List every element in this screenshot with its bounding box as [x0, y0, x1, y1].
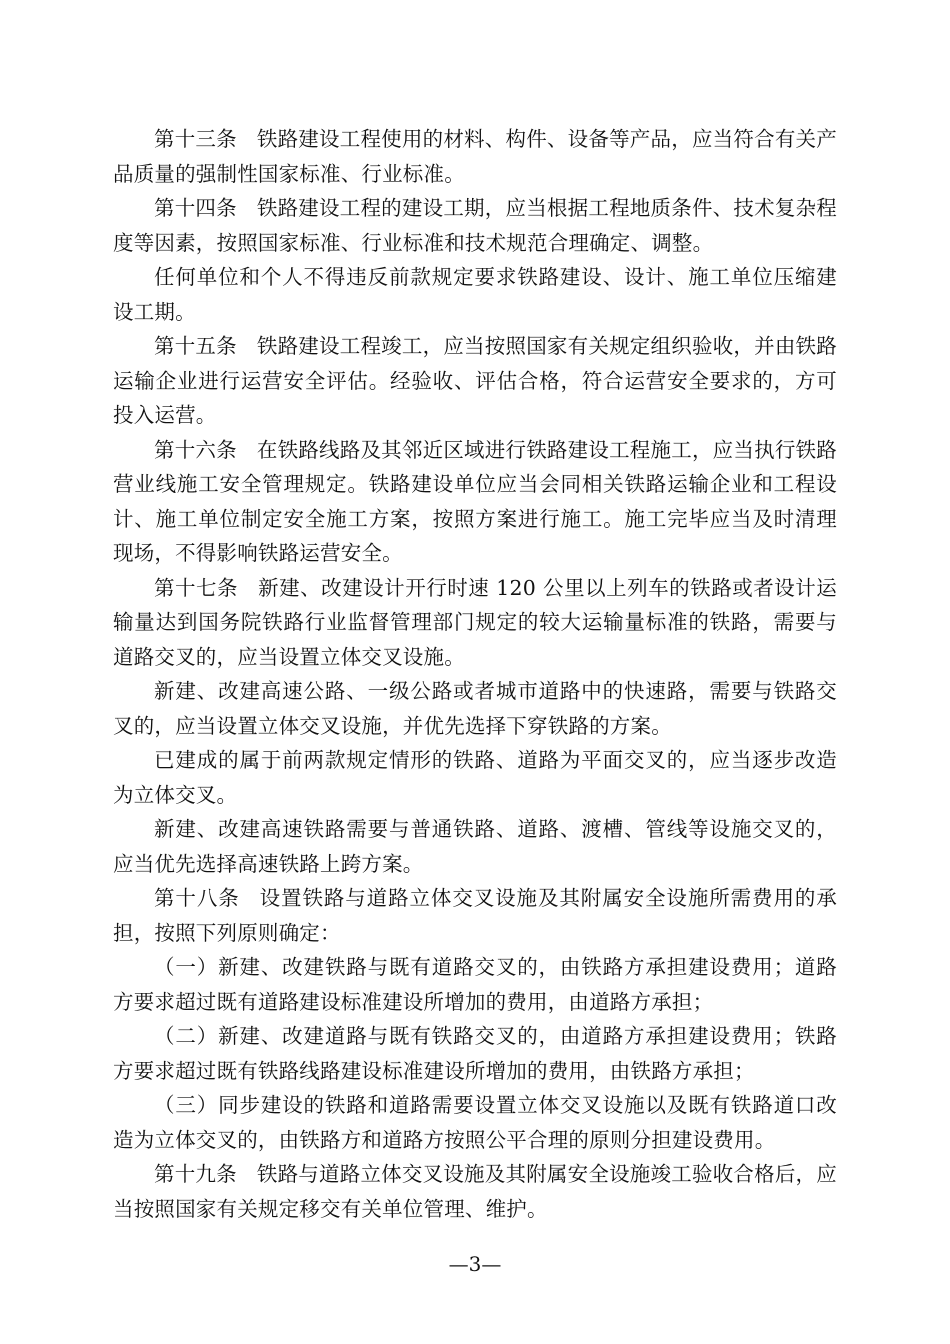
page-number: —3— — [448, 1252, 502, 1276]
paragraph-text: （三）同步建设的铁路和道路需要设置立体交叉设施以及既有铁路道口改造为立体交叉的，由铁路方和道路方按照公平合理的原则分担建设费用。 — [113, 1093, 837, 1152]
paragraph-text: 新建、改建设计开行时速 120 公里以上列车的铁路或者设计运输量达到国务院铁路行业监督管理部门规定的较大运输量标准的铁路，需要与道路交叉的，应当设置立体交叉设施。 — [113, 575, 837, 669]
paragraph — [113, 1088, 837, 1157]
paragraph-text: 新建、改建高速铁路需要与普通铁路、道路、渡槽、管线等设施交叉的，应当优先选择高速铁路上跨方案。 — [113, 817, 837, 876]
paragraph-text: 新建、改建高速公路、一级公路或者城市道路中的快速路，需要与铁路交叉的，应当设置立体交叉设施，并优先选择下穿铁路的方案。 — [113, 679, 837, 738]
paragraph — [113, 1157, 837, 1226]
article-number: 第十三条 — [154, 127, 237, 151]
paragraph — [113, 674, 837, 743]
paragraph-text: 已建成的属于前两款规定情形的铁路、道路为平面交叉的，应当逐步改造为立体交叉。 — [113, 748, 837, 807]
body-text — [113, 122, 837, 1226]
paragraph — [113, 812, 837, 881]
paragraph — [113, 950, 837, 1019]
paragraph — [113, 122, 837, 191]
paragraph-text: 在铁路线路及其邻近区域进行铁路建设工程施工，应当执行铁路营业线施工安全管理规定。铁路建设单位应当会同相关铁路运输企业和工程设计、施工单位制定安全施工方案，按照方案进行施工。施工完毕应当及时清理现场，不得影响铁路运营安全。 — [113, 437, 837, 565]
article-number: 第十六条 — [154, 437, 237, 462]
paragraph-text: （一）新建、改建铁路与既有道路交叉的，由铁路方承担建设费用；道路方要求超过既有道路建设标准建设所增加的费用，由道路方承担； — [113, 955, 837, 1014]
paragraph — [113, 260, 837, 329]
paragraph-text: 任何单位和个人不得违反前款规定要求铁路建设、设计、施工单位压缩建设工期。 — [113, 265, 837, 324]
article-number: 第十五条 — [154, 334, 237, 358]
paragraph-text: 铁路与道路立体交叉设施及其附属安全设施竣工验收合格后，应当按照国家有关规定移交有关单位管理、维护。 — [113, 1162, 837, 1221]
paragraph-text: 设置铁路与道路立体交叉设施及其附属安全设施所需费用的承担，按照下列原则确定： — [113, 886, 837, 945]
paragraph-text: 铁路建设工程竣工，应当按照国家有关规定组织验收，并由铁路运输企业进行运营安全评估。经验收、评估合格，符合运营安全要求的，方可投入运营。 — [113, 334, 837, 427]
paragraph — [113, 1019, 837, 1088]
paragraph — [113, 743, 837, 812]
paragraph — [113, 191, 837, 260]
paragraph — [113, 571, 837, 675]
paragraph — [113, 433, 837, 571]
paragraph-text: 铁路建设工程使用的材料、构件、设备等产品，应当符合有关产品质量的强制性国家标准、行业标准。 — [113, 127, 837, 186]
paragraph — [113, 881, 837, 950]
article-number: 第十四条 — [154, 196, 237, 220]
article-number: 第十八条 — [154, 886, 240, 910]
article-number: 第十七条 — [154, 575, 239, 600]
paragraph-text: （二）新建、改建道路与既有铁路交叉的，由道路方承担建设费用；铁路方要求超过既有铁路线路建设标准建设所增加的费用，由铁路方承担； — [113, 1024, 837, 1083]
paragraph-text: 铁路建设工程的建设工期，应当根据工程地质条件、技术复杂程度等因素，按照国家标准、行业标准和技术规范合理确定、调整。 — [113, 196, 837, 255]
article-number: 第十九条 — [154, 1162, 237, 1186]
paragraph — [113, 329, 837, 433]
